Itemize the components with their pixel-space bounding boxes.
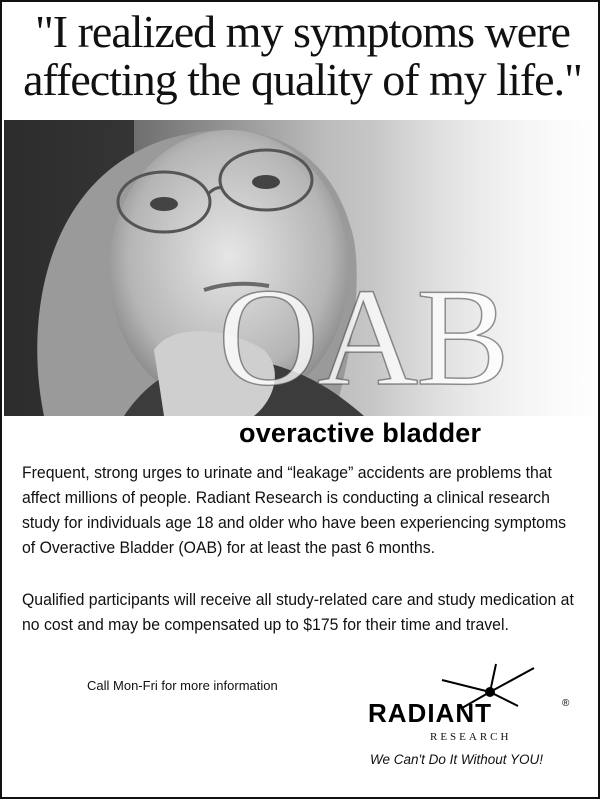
- call-info-text: Call Mon-Fri for more information: [87, 678, 278, 693]
- headline: [20, 8, 585, 104]
- logo-subtitle: RESEARCH: [430, 731, 512, 743]
- tagline: We Can't Do It Without YOU!: [370, 752, 544, 767]
- headline-line-2: affecting the quality of my life.": [23, 54, 582, 105]
- woman-portrait-photo: [4, 120, 594, 416]
- logo-wordmark: RADIANT: [368, 698, 492, 728]
- paragraph-1-text: Frequent, strong urges to urinate and “leakage” accidents are problems that affect millions of people. Radiant Research is conducting a clinical research study for individuals age 18 and older who have been experiencing symptoms of Overactive Bladder (OAB) for at least the past 6 months.: [22, 463, 567, 557]
- oab-overlay-text: OAB: [218, 260, 508, 415]
- body-paragraph-1: [22, 460, 580, 560]
- paragraph-2-text: Qualified participants will receive all study-related care and study medication at no cost and may be compensated up to $175 for their time and travel.: [22, 590, 574, 634]
- registered-mark: ®: [562, 698, 570, 709]
- body-paragraph-2: [22, 587, 580, 637]
- headline-line-1: "I realized my symptoms were: [35, 6, 570, 57]
- subhead: overactive bladder: [239, 418, 482, 448]
